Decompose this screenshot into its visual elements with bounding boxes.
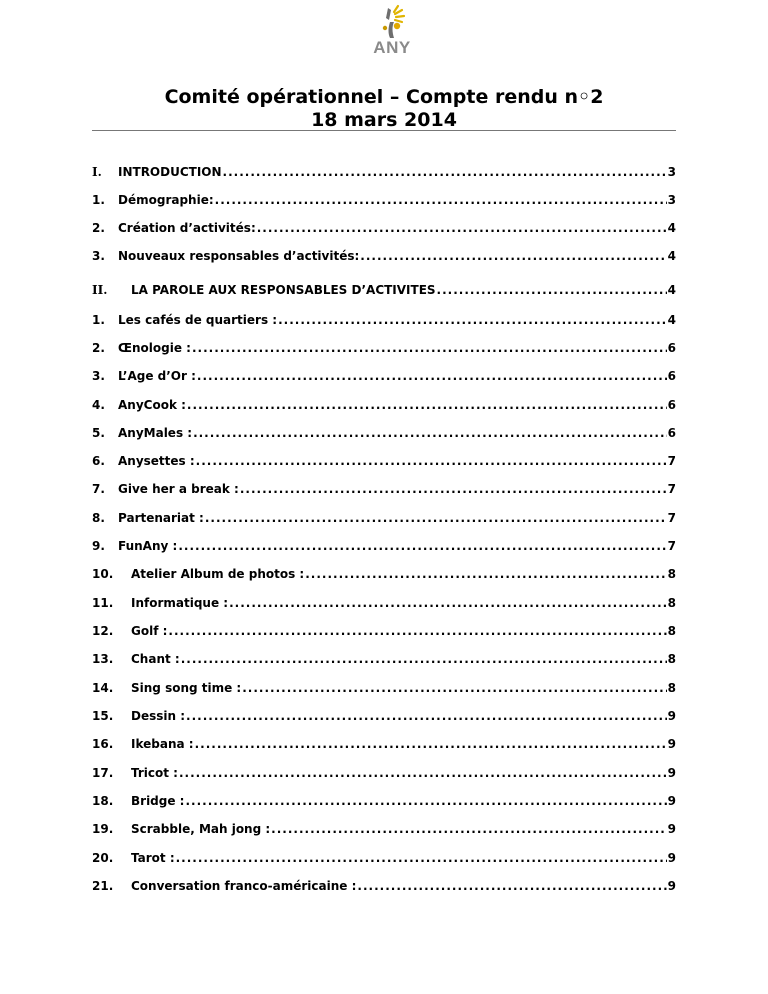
toc-number: 11.	[92, 596, 114, 610]
toc-number: 1.	[92, 193, 105, 207]
toc-leader	[179, 765, 667, 781]
toc-page: 8	[667, 624, 676, 638]
toc-leader	[186, 708, 667, 724]
toc-entry[interactable]	[92, 595, 676, 611]
toc-leader	[187, 397, 667, 413]
toc-leader	[215, 192, 667, 208]
toc-entry[interactable]	[92, 397, 676, 413]
toc-entry[interactable]	[92, 192, 676, 208]
toc-page: 9	[667, 766, 676, 780]
toc-leader	[437, 282, 667, 298]
toc-page: 7	[667, 511, 676, 525]
toc-number: 17.	[92, 766, 114, 780]
toc-page: 9	[667, 794, 676, 808]
toc-page: 8	[667, 567, 676, 581]
toc-page: 3	[667, 165, 676, 179]
toc-number: II.	[92, 283, 108, 297]
toc-label: Les cafés de quartiers :	[118, 313, 278, 327]
toc-page: 6	[667, 341, 676, 355]
toc-label: Conversation franco-américaine :	[131, 879, 357, 893]
toc-leader	[205, 510, 667, 526]
toc-entry[interactable]	[92, 220, 676, 236]
toc-page: 4	[667, 249, 676, 263]
toc-entry[interactable]	[92, 765, 676, 781]
toc-entry[interactable]	[92, 340, 676, 356]
toc-number: 19.	[92, 822, 114, 836]
toc-number: 2.	[92, 341, 105, 355]
toc-leader	[240, 481, 667, 497]
toc-label: Tricot :	[131, 766, 178, 780]
toc-page: 4	[667, 313, 676, 327]
toc-label: Atelier Album de photos :	[131, 567, 305, 581]
toc-entry[interactable]	[92, 248, 676, 264]
toc-page: 3	[667, 193, 676, 207]
toc-label: Dessin :	[131, 709, 186, 723]
toc-page: 8	[667, 652, 676, 666]
toc-leader	[168, 623, 666, 639]
toc-number: 4.	[92, 398, 105, 412]
toc-leader	[197, 368, 667, 384]
toc-page: 6	[667, 369, 676, 383]
toc-page: 7	[667, 482, 676, 496]
toc-number: 5.	[92, 426, 105, 440]
toc-leader	[242, 680, 666, 696]
toc-label: Informatique :	[131, 596, 229, 610]
toc-entry[interactable]	[92, 850, 676, 866]
toc-label: Nouveaux responsables d’activités:	[118, 249, 360, 263]
toc-entry[interactable]	[92, 538, 676, 554]
toc-leader	[196, 453, 667, 469]
toc-page: 7	[667, 539, 676, 553]
toc-leader	[223, 164, 667, 180]
toc-leader	[178, 538, 666, 554]
toc-label: Démographie:	[118, 193, 214, 207]
toc-page: 4	[667, 221, 676, 235]
toc-entry[interactable]	[92, 821, 676, 837]
toc-entry[interactable]	[92, 425, 676, 441]
toc-label: LA PAROLE AUX RESPONSABLES D’ACTIVITES	[131, 283, 436, 297]
toc-leader	[195, 736, 667, 752]
toc-number: 6.	[92, 454, 105, 468]
toc-entry[interactable]	[92, 510, 676, 526]
toc-entry[interactable]	[92, 651, 676, 667]
statue-of-liberty-icon	[364, 4, 420, 40]
toc-label: AnyMales :	[118, 426, 193, 440]
toc-number: I.	[92, 165, 102, 179]
logo-text: ANY	[373, 38, 411, 57]
toc-number: 21.	[92, 879, 114, 893]
toc-page: 7	[667, 454, 676, 468]
toc-label: Chant :	[131, 652, 180, 666]
toc-entry[interactable]	[92, 481, 676, 497]
toc-number: 7.	[92, 482, 105, 496]
toc-label: Bridge :	[131, 794, 185, 808]
toc-page: 6	[667, 426, 676, 440]
toc-leader	[257, 220, 667, 236]
toc-leader	[305, 566, 666, 582]
toc-page: 9	[667, 822, 676, 836]
toc-leader	[271, 821, 666, 837]
toc-page: 8	[667, 596, 676, 610]
toc-leader	[360, 248, 666, 264]
toc-leader	[192, 340, 667, 356]
toc-number: 3.	[92, 249, 105, 263]
toc-label: Tarot :	[131, 851, 175, 865]
toc-page: 8	[667, 681, 676, 695]
toc-entry[interactable]	[92, 453, 676, 469]
toc-label: Sing song time :	[131, 681, 242, 695]
toc-entry[interactable]	[92, 164, 676, 180]
toc-page: 9	[667, 879, 676, 893]
page-title: Comité opérationnel – Compte rendu n◦2	[164, 86, 604, 108]
toc-entry[interactable]	[92, 708, 676, 724]
toc-number: 3.	[92, 369, 105, 383]
toc-number: 15.	[92, 709, 114, 723]
any-logo	[364, 4, 420, 56]
toc-label: Golf :	[131, 624, 168, 638]
toc-leader	[357, 878, 666, 894]
toc-entry[interactable]	[92, 368, 676, 384]
toc-leader	[193, 425, 667, 441]
toc-number: 13.	[92, 652, 114, 666]
toc-leader	[185, 793, 666, 809]
toc-number: 12.	[92, 624, 114, 638]
toc-leader	[278, 312, 667, 328]
toc-number: 9.	[92, 539, 105, 553]
toc-label: Création d’activités:	[118, 221, 256, 235]
toc-label: Anysettes :	[118, 454, 195, 468]
toc-number: 1.	[92, 313, 105, 327]
toc-entry[interactable]	[92, 736, 676, 752]
toc-entry[interactable]	[92, 680, 676, 696]
toc-entry[interactable]	[92, 623, 676, 639]
toc-number: 16.	[92, 737, 114, 751]
toc-number: 10.	[92, 567, 114, 581]
page-date: 18 mars 2014	[311, 109, 457, 131]
toc-entry[interactable]	[92, 878, 676, 894]
toc-page: 9	[667, 737, 676, 751]
toc-leader	[176, 850, 667, 866]
toc-label: Œnologie :	[118, 341, 191, 355]
toc-number: 2.	[92, 221, 105, 235]
toc-entry[interactable]	[92, 793, 676, 809]
toc-label: AnyCook :	[118, 398, 186, 412]
toc-entry[interactable]	[92, 312, 676, 328]
toc-label: L’Age d’Or :	[118, 369, 196, 383]
toc-label: Partenariat :	[118, 511, 204, 525]
toc-label: FunAny :	[118, 539, 178, 553]
toc-leader	[229, 595, 667, 611]
toc-leader	[181, 651, 667, 667]
toc-label: INTRODUCTION	[118, 165, 222, 179]
toc-page: 4	[667, 283, 676, 297]
title-divider	[92, 130, 676, 131]
toc-number: 20.	[92, 851, 114, 865]
toc-entry[interactable]	[92, 566, 676, 582]
toc-page: 9	[667, 851, 676, 865]
toc-entry[interactable]	[92, 282, 676, 298]
toc-page: 6	[667, 398, 676, 412]
toc-number: 18.	[92, 794, 114, 808]
toc-number: 14.	[92, 681, 114, 695]
toc-label: Give her a break :	[118, 482, 239, 496]
toc-page: 9	[667, 709, 676, 723]
toc-number: 8.	[92, 511, 105, 525]
toc-label: Scrabble, Mah jong :	[131, 822, 271, 836]
toc-label: Ikebana :	[131, 737, 194, 751]
